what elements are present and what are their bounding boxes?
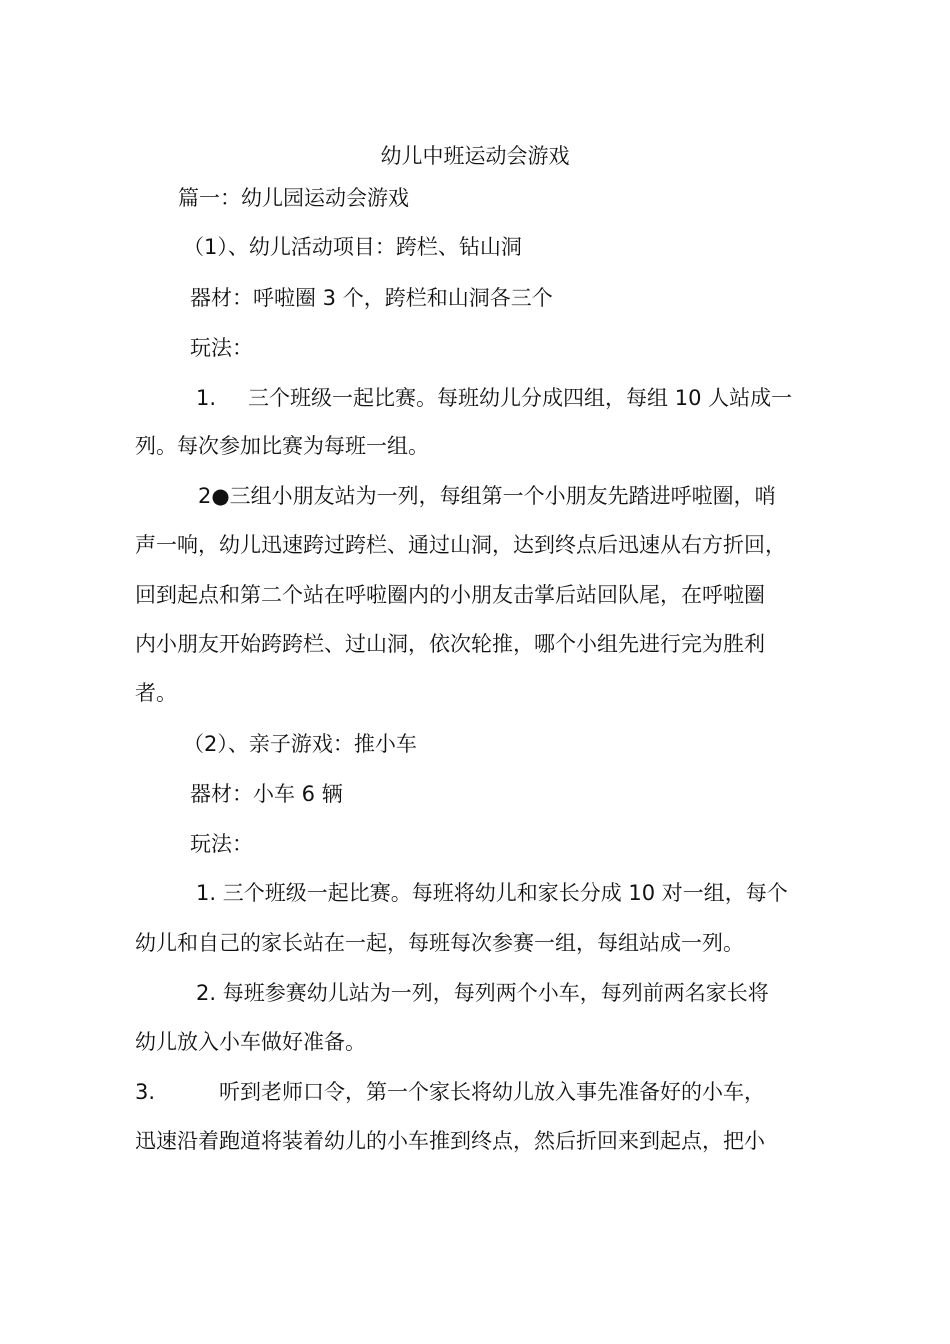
item1-heading: （1）、幼儿活动项目：跨栏、钻山洞 [183,235,522,259]
item2-rule1-line2: 幼儿和自己的家长站在一起，每班每次参赛一组，每组站成一列。 [135,931,744,955]
item2-rule2-line1: 2. 每班参赛幼儿站为一列，每列两个小车，每列前两名家长将 [196,981,769,1005]
item2-heading: （2）、亲子游戏：推小车 [183,732,417,756]
item2-rule3-line1 [135,1078,825,1106]
item1-rule1-number: 1. [196,386,217,410]
item2-rule1-line1: 1. 三个班级一起比赛。每班将幼儿和家长分成 10 对一组，每个 [196,881,788,905]
item1-equipment: 器材：呼啦圈 3 个，跨栏和山洞各三个 [190,286,553,310]
item1-rule2-line5: 者。 [135,681,177,705]
item1-rule2-line2: 声一响，幼儿迅速跨过跨栏、通过山洞，达到终点后迅速从右方折回， [135,533,786,557]
item2-equipment: 器材：小车 6 辆 [190,782,343,806]
item1-rule2-line3: 回到起点和第二个站在呼啦圈内的小朋友击掌后站回队尾，在呼啦圈 [135,583,765,607]
item2-rule2-line2: 幼儿放入小车做好准备。 [135,1030,366,1054]
section-heading: 篇一：幼儿园运动会游戏 [178,186,409,210]
document-title: 幼儿中班运动会游戏 [380,144,570,168]
item1-rule1-text: 三个班级一起比赛。每班幼儿分成四组，每组 10 人站成一 [248,386,793,410]
item1-method-label: 玩法： [190,336,253,360]
item2-rule3-number: 3. [135,1080,156,1104]
item1-rule2-line4: 内小朋友开始跨跨栏、过山洞，依次轮推，哪个小组先进行完为胜利 [135,632,765,656]
item1-rule2-line1: 2●三组小朋友站为一列，每组第一个小朋友先踏进呼啦圈，哨 [198,484,776,508]
item2-rule3-text: 听到老师口令，第一个家长将幼儿放入事先准备好的小车， [219,1080,766,1104]
item2-method-label: 玩法： [190,832,253,856]
item2-rule3-line2: 迅速沿着跑道将装着幼儿的小车推到终点，然后折回来到起点，把小 [135,1129,765,1153]
item1-rule1-line1 [196,384,886,412]
item1-rule1-line2: 列。每次参加比赛为每班一组。 [135,434,429,458]
